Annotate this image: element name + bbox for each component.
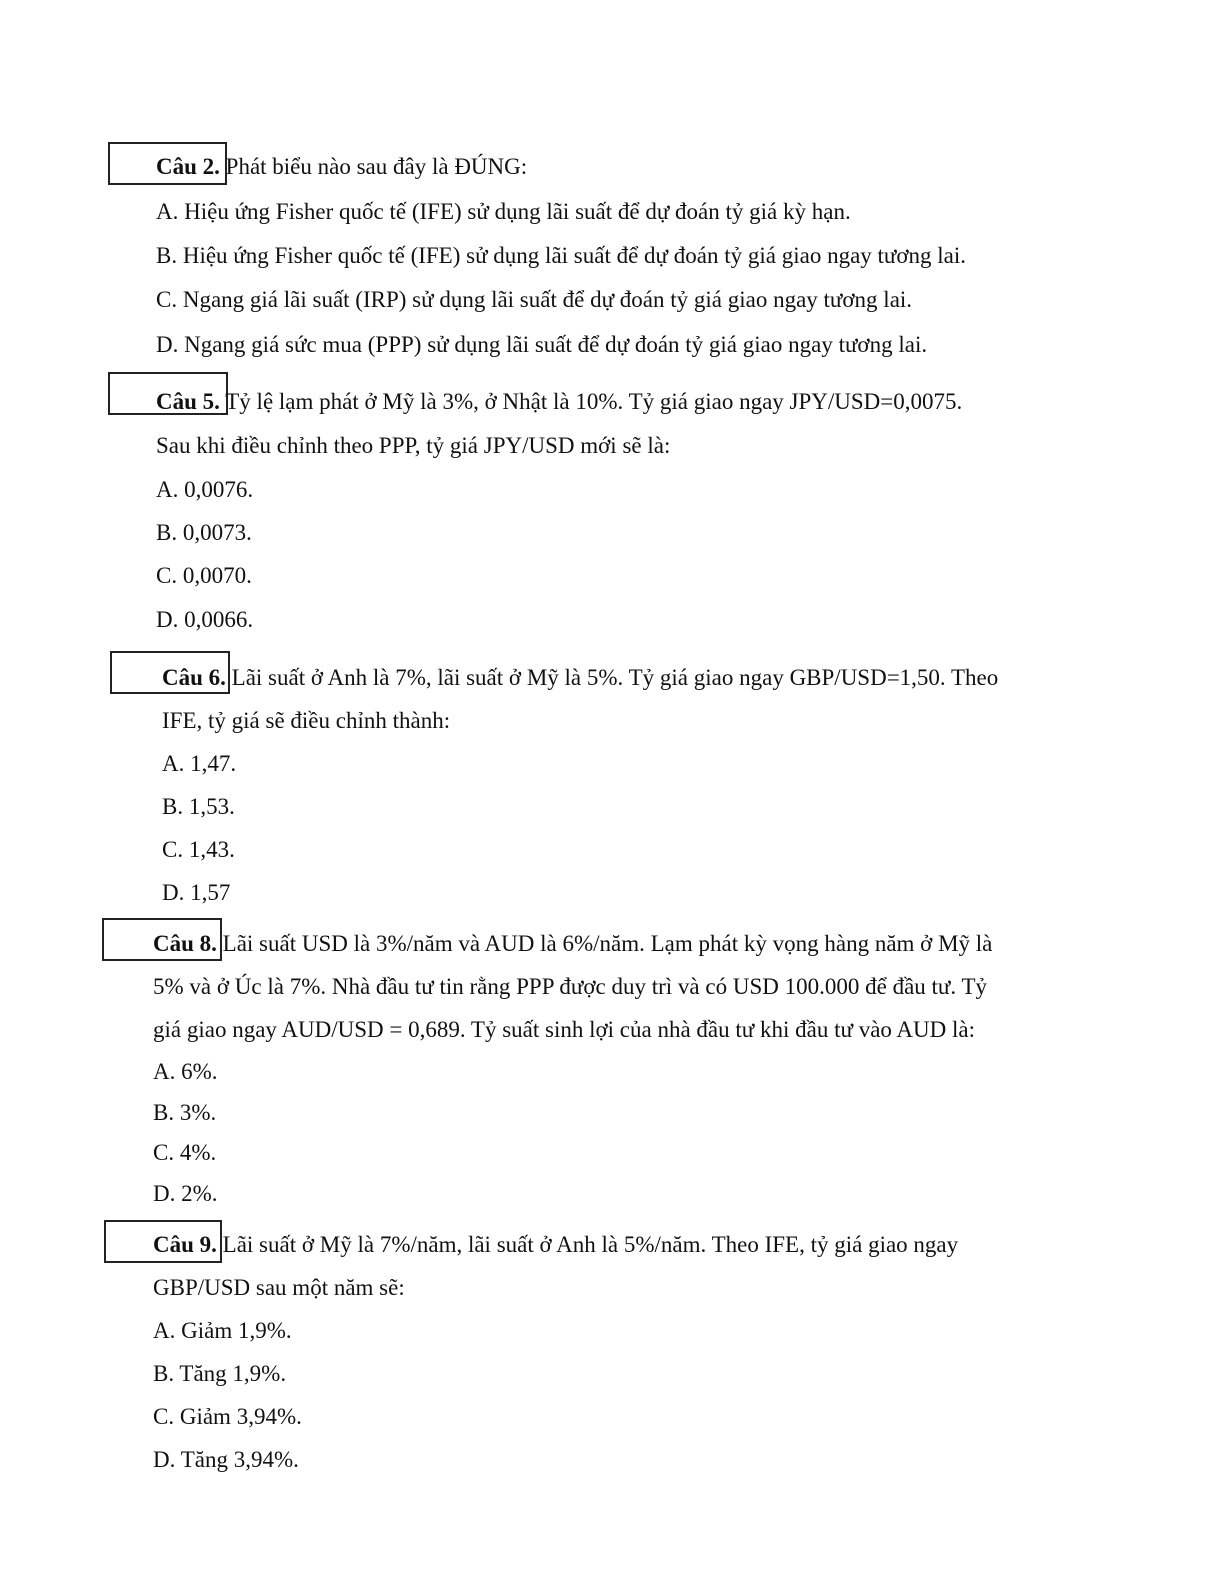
question-5-text-line-2: Sau khi điều chỉnh theo PPP, tỷ giá JPY/USD mới sẽ là: [156, 433, 671, 458]
question-8-text-line-3: giá giao ngay AUD/USD = 0,689. Tỷ suất sinh lợi của nhà đầu tư khi đầu tư vào AUD là: [153, 1017, 975, 1042]
question-6-text-line-2: IFE, tỷ giá sẽ điều chỉnh thành: [162, 708, 451, 733]
question-8-label: Câu 8. [153, 931, 217, 956]
question-5-option-c[interactable]: C. 0,0070. [156, 563, 252, 588]
question-5-option-b[interactable]: B. 0,0073. [156, 520, 252, 545]
question-6-label: Câu 6. [162, 665, 226, 690]
question-2-stem [156, 153, 527, 181]
question-9-option-d[interactable]: D. Tăng 3,94%. [153, 1447, 299, 1472]
question-9-stem [153, 1231, 958, 1259]
question-5-option-a[interactable]: A. 0,0076. [156, 477, 254, 502]
question-5-option-d[interactable]: D. 0,0066. [156, 607, 254, 632]
question-2-option-b[interactable]: B. Hiệu ứng Fisher quốc tế (IFE) sử dụng lãi suất để dự đoán tỷ giá giao ngay tương lai. [156, 243, 967, 268]
question-2-option-d[interactable]: D. Ngang giá sức mua (PPP) sử dụng lãi suất để dự đoán tỷ giá giao ngay tương lai. [156, 332, 928, 357]
question-8-option-a[interactable]: A. 6%. [153, 1059, 218, 1084]
question-8-option-b[interactable]: B. 3%. [153, 1100, 217, 1125]
question-6-stem [162, 664, 998, 692]
question-5-stem [156, 388, 962, 416]
question-6-option-d[interactable]: D. 1,57 [162, 880, 231, 905]
question-9-option-b[interactable]: B. Tăng 1,9%. [153, 1361, 287, 1386]
question-2-option-c[interactable]: C. Ngang giá lãi suất (IRP) sử dụng lãi suất để dự đoán tỷ giá giao ngay tương lai. [156, 287, 913, 312]
question-5-label: Câu 5. [156, 389, 220, 414]
question-8-option-d[interactable]: D. 2%. [153, 1181, 218, 1206]
question-8-stem [153, 930, 992, 958]
question-8-option-c[interactable]: C. 4%. [153, 1140, 217, 1165]
question-9-label: Câu 9. [153, 1232, 217, 1257]
question-2-option-a[interactable]: A. Hiệu ứng Fisher quốc tế (IFE) sử dụng lãi suất để dự đoán tỷ giá kỳ hạn. [156, 199, 851, 224]
question-9-text-line-1: Lãi suất ở Mỹ là 7%/năm, lãi suất ở Anh là 5%/năm. Theo IFE, tỷ giá giao ngay [222, 1232, 959, 1257]
question-9-option-c[interactable]: C. Giảm 3,94%. [153, 1404, 302, 1429]
question-5-text-line-1: Tỷ lệ lạm phát ở Mỹ là 3%, ở Nhật là 10%. Tỷ giá giao ngay JPY/USD=0,0075. [225, 389, 963, 414]
question-6-text-line-1: Lãi suất ở Anh là 7%, lãi suất ở Mỹ là 5%. Tỷ giá giao ngay GBP/USD=1,50. Theo [231, 665, 999, 690]
question-9-text-line-2: GBP/USD sau một năm sẽ: [153, 1275, 405, 1300]
question-6-option-b[interactable]: B. 1,53. [162, 794, 235, 819]
question-8-text-line-2: 5% và ở Úc là 7%. Nhà đầu tư tin rằng PPP được duy trì và có USD 100.000 để đầu tư. Tỷ [153, 974, 988, 999]
question-9-option-a[interactable]: A. Giảm 1,9%. [153, 1318, 292, 1343]
question-2-label: Câu 2. [156, 154, 220, 179]
question-2-text: Phát biểu nào sau đây là ĐÚNG: [225, 154, 528, 179]
question-8-text-line-1: Lãi suất USD là 3%/năm và AUD là 6%/năm. Lạm phát kỳ vọng hàng năm ở Mỹ là [222, 931, 993, 956]
question-6-option-c[interactable]: C. 1,43. [162, 837, 235, 862]
question-6-option-a[interactable]: A. 1,47. [162, 751, 237, 776]
